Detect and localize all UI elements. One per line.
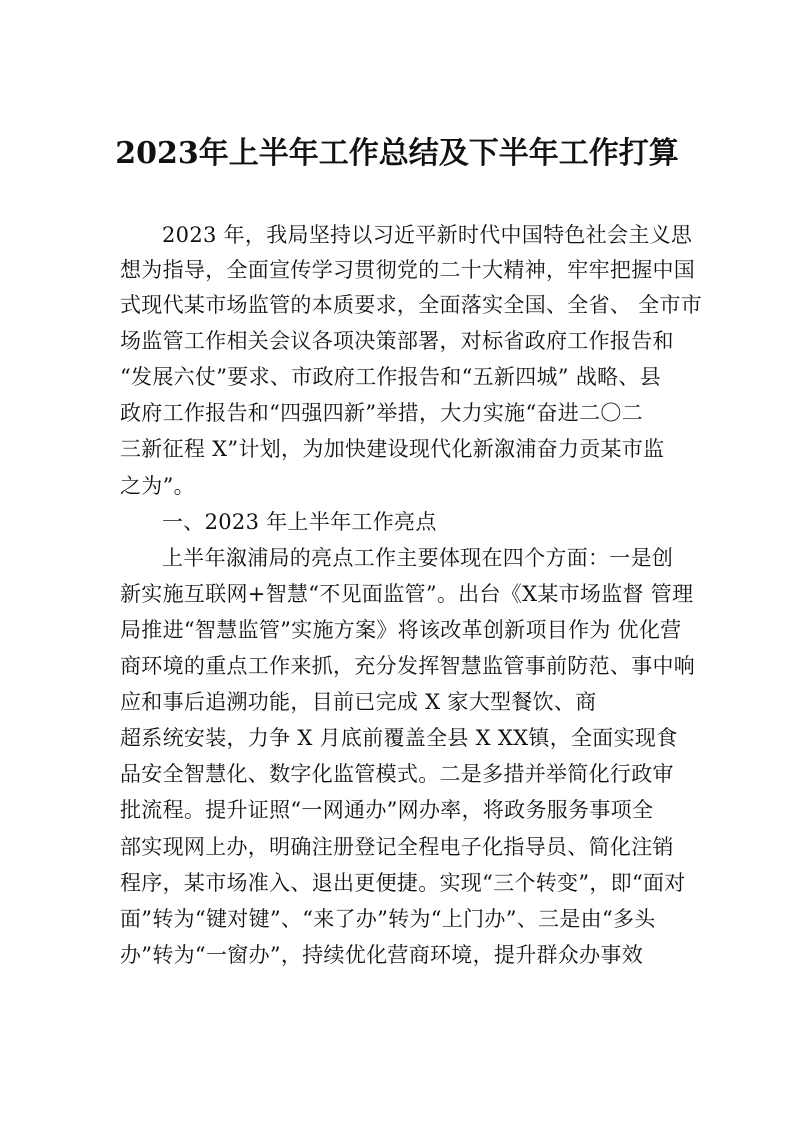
document-title: 2023年上半年工作总结及下半年工作打算	[115, 136, 679, 171]
paragraph-line: 想为指导，全面宣传学习贯彻党的二十大精神，牢牢把握中国	[120, 258, 696, 282]
paragraph-line: 政府工作报告和“四强四新”举措，大力实施“奋进二〇二	[120, 401, 644, 425]
paragraph-line: 应和事后追溯功能，目前已完成 X 家大型餐饮、商	[120, 690, 597, 714]
paragraph-line: 场监管工作相关会议各项决策部署，对标省政府工作报告和	[120, 329, 674, 353]
paragraph-line: 办”转为“一窗办”，持续优化营商环境，提升群众办事效	[120, 943, 644, 967]
paragraph-line: 部实现网上办，明确注册登记全程电子化指导员、简化注销	[120, 835, 674, 859]
paragraph-line: 三新征程 X”计划，为加快建设现代化新溆浦奋力贡某市监	[120, 437, 665, 461]
paragraph-line: 程序，某市场准入、退出更便捷。实现“三个转变”，即“面对	[120, 871, 686, 895]
paragraph-line: 之为”。	[120, 474, 195, 498]
paragraph-line: “发展六仗”要求、市政府工作报告和“五新四城” 战略、县	[120, 365, 662, 389]
paragraph-line: 局推进“智慧监管”实施方案》将该改革创新项目作为 优化营	[120, 618, 682, 642]
paragraph-line: 超系统安装，力争 X 月底前覆盖全县 X XX镇，全面实现食	[120, 726, 678, 750]
paragraph-line: 上半年溆浦局的亮点工作主要体现在四个方面：一是创	[162, 546, 674, 570]
paragraph-line: 品安全智慧化、数字化监管模式。二是多措并举简化行政审	[120, 762, 674, 786]
paragraph-line: 式现代某市场监管的本质要求，全面落实全国、全省、 全市市	[120, 293, 703, 317]
paragraph-line: 2023 年，我局坚持以习近平新时代中国特色社会主义思	[162, 223, 693, 247]
paragraph-line: 新实施互联网+智慧“不见面监管”。出台《X某市场监督 管理	[120, 582, 694, 606]
section-heading: 一、2023 年上半年工作亮点	[162, 510, 437, 534]
paragraph-line: 商环境的重点工作来抓，充分发挥智慧监管事前防范、事中响	[120, 654, 696, 678]
paragraph-line: 面”转为“键对键”、“来了办”转为“上门办”、三是由“多头	[120, 907, 656, 931]
paragraph-line: 批流程。提升证照“一网通办”网办率，将政务服务事项全	[120, 798, 654, 822]
